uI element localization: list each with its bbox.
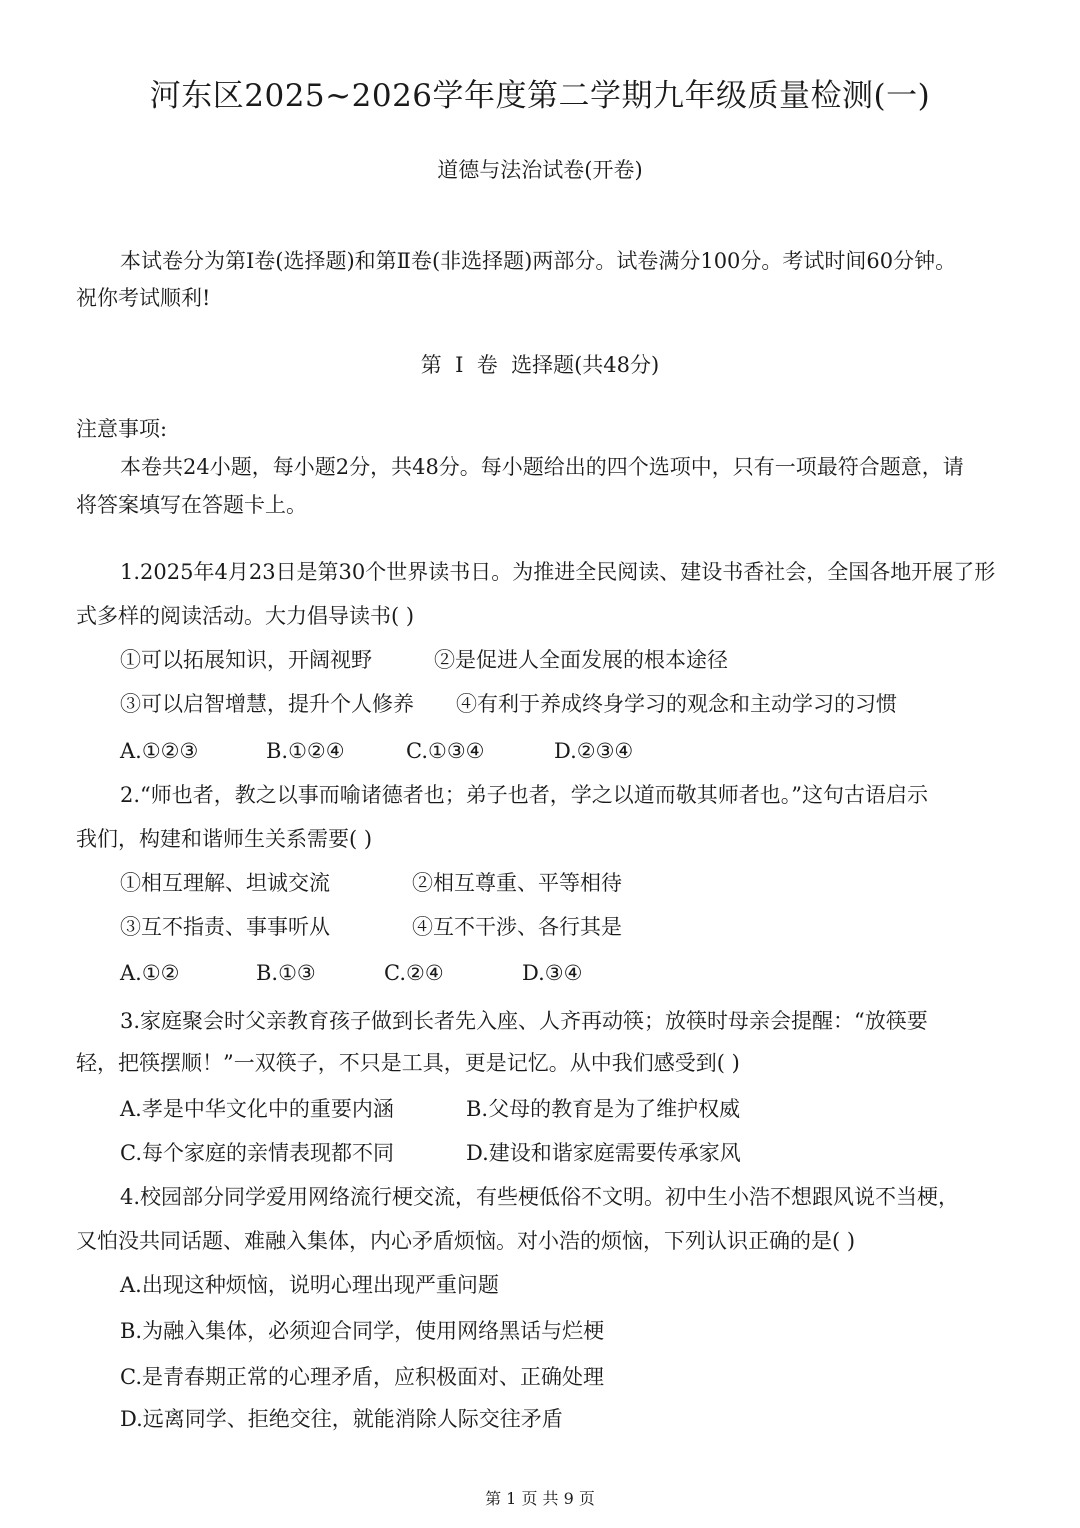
q2-choice-c: C.②④ [384,961,444,985]
intro-line-2: 祝你考试顺利! [76,286,211,310]
q2-statement-1: ①相互理解、坦诚交流 [120,871,330,895]
q3-choice-b: B.父母的教育是为了维护权威 [466,1097,741,1121]
q2-statement-2: ②相互尊重、平等相待 [412,871,622,895]
q4-choice-a: A.出现这种烦恼，说明心理出现严重问题 [120,1273,499,1297]
q1-choice-b: B.①②④ [266,739,345,763]
q1-statement-4: ④有利于养成终身学习的观念和主动学习的习惯 [456,692,897,716]
q2-choice-d: D.③④ [522,961,583,985]
page-footer: 第 1 页 共 9 页 [485,1489,595,1508]
exam-title: 河东区2025~2026学年度第二学期九年级质量检测(一) [149,78,931,114]
notice-line-1: 本卷共24小题，每小题2分，共48分。每小题给出的四个选项中，只有一项最符合题意，请 [120,455,964,479]
q3-choice-c: C.每个家庭的亲情表现都不同 [120,1141,394,1165]
q1-statement-1: ①可以拓展知识，开阔视野 [120,648,372,672]
notice-line-2: 将答案填写在答题卡上。 [76,493,307,517]
intro-line-1: 本试卷分为第Ⅰ卷(选择题)和第Ⅱ卷(非选择题)两部分。试卷满分100分。考试时间60分钟。 [120,249,957,273]
q2-choice-a: A.①② [120,961,180,985]
q1-choice-a: A.①②③ [120,739,199,763]
section-heading: 第 Ⅰ 卷 选择题(共48分) [420,353,660,377]
q1-statement-2: ②是促进人全面发展的根本途径 [434,648,728,672]
q4-choice-b: B.为融入集体，必须迎合同学，使用网络黑话与烂梗 [120,1319,605,1343]
q1-statement-3: ③可以启智增慧，提升个人修养 [120,692,414,716]
q3-choice-d: D.建设和谐家庭需要传承家风 [466,1141,741,1165]
q2-choice-b: B.①③ [256,961,316,985]
q2-line-1: 2.“师也者，教之以事而喻诸德者也；弟子也者，学之以道而敬其师者也。”这句古语启示 [120,783,929,807]
notice-label: 注意事项: [76,417,168,441]
q3-line-1: 3.家庭聚会时父亲教育孩子做到长者先入座、人齐再动筷；放筷时母亲会提醒：“放筷要 [120,1009,928,1033]
q4-line-2: 又怕没共同话题、难融入集体，内心矛盾烦恼。对小浩的烦恼，下列认识正确的是( ) [76,1229,856,1253]
q1-choice-c: C.①③④ [406,739,485,763]
exam-subtitle: 道德与法治试卷(开卷) [437,158,643,182]
q2-statement-4: ④互不干涉、各行其是 [412,915,622,939]
q3-line-2: 轻，把筷摆顺！”一双筷子，不只是工具，更是记忆。从中我们感受到( ) [76,1051,740,1075]
q4-choice-d: D.远离同学、拒绝交往，就能消除人际交往矛盾 [120,1407,563,1431]
q1-line-2: 式多样的阅读活动。大力倡导读书( ) [76,604,415,628]
q2-line-2: 我们，构建和谐师生关系需要( ) [76,827,373,851]
q3-choice-a: A.孝是中华文化中的重要内涵 [120,1097,394,1121]
q4-line-1: 4.校园部分同学爱用网络流行梗交流，有些梗低俗不文明。初中生小浩不想跟风说不当梗， [120,1185,960,1209]
q2-statement-3: ③互不指责、事事听从 [120,915,330,939]
q1-choice-d: D.②③④ [554,739,634,763]
q4-choice-c: C.是青春期正常的心理矛盾，应积极面对、正确处理 [120,1365,604,1389]
q1-line-1: 1.2025年4月23日是第30个世界读书日。为推进全民阅读、建设书香社会，全国各地开展了形 [120,560,996,584]
